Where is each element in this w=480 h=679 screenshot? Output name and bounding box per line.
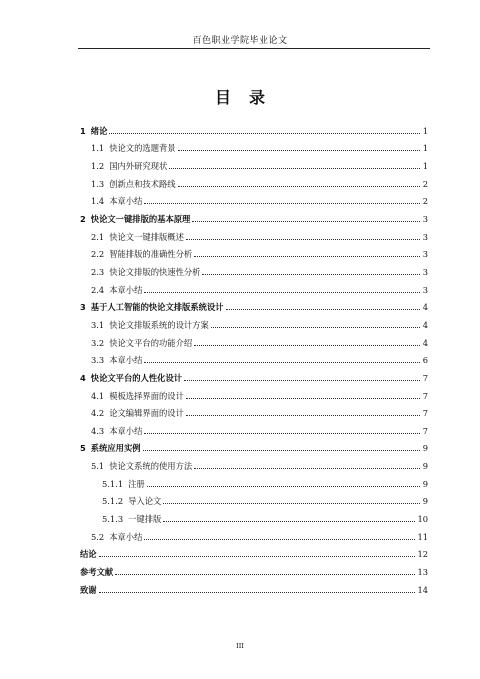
toc-entry-number: 4.3 <box>91 425 105 436</box>
toc-entry-page: 9 <box>422 443 428 454</box>
toc-entry-label: 快论文一键排版概述 <box>109 231 184 242</box>
toc-dot-leader <box>186 415 420 416</box>
page-number: III <box>236 642 244 650</box>
toc-entry-number: 1.3 <box>91 178 105 189</box>
toc-entry-label: 快论文平台的人性化设计 <box>90 372 183 383</box>
toc-title: 目录 <box>214 88 283 107</box>
toc-entry[interactable] <box>80 171 428 189</box>
toc-entry-page: 7 <box>422 425 428 436</box>
toc-entry[interactable] <box>80 348 428 366</box>
toc-entry-label: 本章小结 <box>109 355 143 366</box>
toc-entry-label: 创新点和技术路线 <box>109 178 176 189</box>
toc-entry-label: 快论文的选题背景 <box>109 143 176 154</box>
toc-entry-page: 4 <box>422 319 428 330</box>
toc-entry[interactable] <box>80 224 428 242</box>
toc-dot-leader <box>194 468 420 469</box>
toc-entry[interactable] <box>80 577 428 595</box>
toc-entry-page: 14 <box>417 584 428 595</box>
toc-dot-leader <box>178 186 420 187</box>
toc-entry-page: 11 <box>417 531 428 542</box>
toc-entry-page: 1 <box>422 160 428 171</box>
toc-entry-page: 9 <box>422 478 428 489</box>
toc-entry[interactable] <box>80 206 428 224</box>
toc-entry-number: 1.1 <box>91 143 105 154</box>
toc-dot-leader <box>109 133 420 134</box>
toc-dot-leader <box>226 309 420 310</box>
toc-entry[interactable] <box>80 524 428 542</box>
toc-entry[interactable] <box>80 136 428 154</box>
toc-entry-number: 2.3 <box>91 266 105 277</box>
toc-entry-label: 导入论文 <box>128 496 162 507</box>
toc-entry-label: 致谢 <box>80 584 97 595</box>
toc-entry-number: 1.2 <box>91 160 105 171</box>
toc-entry-page: 7 <box>422 390 428 401</box>
toc-dot-leader <box>186 239 420 240</box>
toc-entry-number: 5.1.2 <box>102 496 124 507</box>
toc-entry-page: 4 <box>422 337 428 348</box>
toc-entry-label: 快论文系统的使用方法 <box>109 461 193 472</box>
toc-dot-leader <box>194 256 420 257</box>
toc-dot-leader <box>143 450 420 451</box>
toc-entry-page: 6 <box>422 355 428 366</box>
toc-entry-number: 2.4 <box>91 284 105 295</box>
toc-entry-page: 9 <box>422 496 428 507</box>
toc-entry[interactable] <box>80 277 428 295</box>
toc-entry[interactable] <box>80 401 428 419</box>
page-header: 百色职业学院毕业论文 <box>192 36 288 46</box>
toc-entry[interactable] <box>80 365 428 383</box>
toc-dot-leader <box>163 521 415 522</box>
toc-dot-leader <box>147 486 420 487</box>
toc-entry-page: 10 <box>417 514 428 525</box>
toc-entry-label: 参考文献 <box>80 567 114 578</box>
toc-entry-page: 3 <box>422 249 428 260</box>
toc-entry-page: 3 <box>422 231 428 242</box>
toc-entry-label: 快论文一键排版的基本原理 <box>90 213 191 224</box>
toc-entry[interactable] <box>80 383 428 401</box>
toc-entry[interactable] <box>80 295 428 313</box>
toc-entry[interactable] <box>80 471 428 489</box>
toc-entry-label: 快论文排版系统的设计方案 <box>109 319 209 330</box>
toc-entry[interactable] <box>80 189 428 207</box>
toc-entry-page: 12 <box>417 549 428 560</box>
toc-entry-page: 13 <box>417 567 428 578</box>
toc-entry-page: 7 <box>422 408 428 419</box>
toc-entry-number: 3.3 <box>91 355 105 366</box>
toc-entry-page: 2 <box>422 178 428 189</box>
toc-entry-label: 结论 <box>80 549 97 560</box>
header-rule <box>78 48 430 49</box>
toc-entry-number: 5.2 <box>91 531 105 542</box>
toc-entry-number: 2.1 <box>91 231 105 242</box>
toc-entry-number: 5 <box>80 443 86 454</box>
toc-entry-label: 模板选择界面的设计 <box>109 390 184 401</box>
toc-entry-page: 3 <box>422 284 428 295</box>
toc-entry[interactable] <box>80 489 428 507</box>
toc-entry-label: 注册 <box>128 478 145 489</box>
toc-entry-page: 2 <box>422 196 428 207</box>
toc-entry[interactable] <box>80 242 428 260</box>
toc-entry-page: 3 <box>422 266 428 277</box>
toc-entry-number: 5.1 <box>91 461 105 472</box>
toc-entry-number: 5.1.1 <box>102 478 124 489</box>
toc-dot-leader <box>144 203 420 204</box>
toc-entry-label: 本章小结 <box>109 425 143 436</box>
toc-dot-leader <box>99 556 416 557</box>
toc-entry[interactable] <box>80 418 428 436</box>
toc-dot-leader <box>192 221 420 222</box>
toc-entry-label: 快论文平台的功能介绍 <box>109 337 193 348</box>
toc-dot-leader <box>178 150 420 151</box>
toc-entry-page: 1 <box>422 143 428 154</box>
toc-entry-number: 2 <box>80 213 86 224</box>
toc-entry-number: 3.2 <box>91 337 105 348</box>
toc-entry-label: 绪论 <box>90 125 108 136</box>
toc-dot-leader <box>144 292 420 293</box>
toc-entry-page: 7 <box>422 372 428 383</box>
toc-entry-label: 一键排版 <box>128 514 162 525</box>
toc-dot-leader <box>211 327 420 328</box>
toc-entry[interactable] <box>80 330 428 348</box>
toc-dot-leader <box>144 362 420 363</box>
toc-entry-label: 基于人工智能的快论文排版系统设计 <box>90 302 224 313</box>
toc-entry-label: 本章小结 <box>109 284 143 295</box>
toc-entry[interactable] <box>80 312 428 330</box>
toc-entry[interactable] <box>80 453 428 471</box>
toc-entry-label: 系统应用实例 <box>90 443 141 454</box>
toc-dot-leader <box>194 345 420 346</box>
toc-dot-leader <box>163 503 420 504</box>
toc-dot-leader <box>184 380 420 381</box>
toc-entry-page: 1 <box>422 125 428 136</box>
toc-entry-page: 9 <box>422 461 428 472</box>
toc-entry-number: 1.4 <box>91 196 105 207</box>
toc-dot-leader <box>186 398 420 399</box>
toc-entry[interactable] <box>80 259 428 277</box>
toc-entry-number: 2.2 <box>91 249 105 260</box>
toc-entry-number: 4.2 <box>91 408 105 419</box>
table-of-contents <box>80 118 428 595</box>
toc-entry-page: 3 <box>422 213 428 224</box>
toc-entry[interactable] <box>80 542 428 560</box>
toc-entry-number: 4 <box>80 372 86 383</box>
toc-dot-leader <box>202 274 420 275</box>
toc-dot-leader <box>169 168 420 169</box>
toc-entry-label: 国内外研究现状 <box>109 160 168 171</box>
toc-entry-number: 5.1.3 <box>102 514 124 525</box>
toc-entry-label: 快论文排版的快速性分析 <box>109 266 201 277</box>
toc-entry-label: 论文编辑界面的设计 <box>109 408 184 419</box>
toc-dot-leader <box>115 574 415 575</box>
toc-dot-leader <box>144 433 420 434</box>
toc-dot-leader <box>99 592 416 593</box>
toc-entry-label: 本章小结 <box>109 531 143 542</box>
toc-entry-page: 4 <box>422 302 428 313</box>
toc-entry[interactable] <box>80 153 428 171</box>
toc-entry-number: 3.1 <box>91 319 105 330</box>
toc-entry[interactable] <box>80 559 428 577</box>
toc-entry[interactable] <box>80 436 428 454</box>
toc-entry-label: 智能排版的准确性分析 <box>109 249 193 260</box>
toc-entry[interactable] <box>80 118 428 136</box>
toc-dot-leader <box>144 539 415 540</box>
toc-entry-number: 3 <box>80 302 86 313</box>
toc-entry-number: 4.1 <box>91 390 105 401</box>
toc-entry-label: 本章小结 <box>109 196 143 207</box>
toc-entry[interactable] <box>80 506 428 524</box>
toc-entry-number: 1 <box>80 125 86 136</box>
